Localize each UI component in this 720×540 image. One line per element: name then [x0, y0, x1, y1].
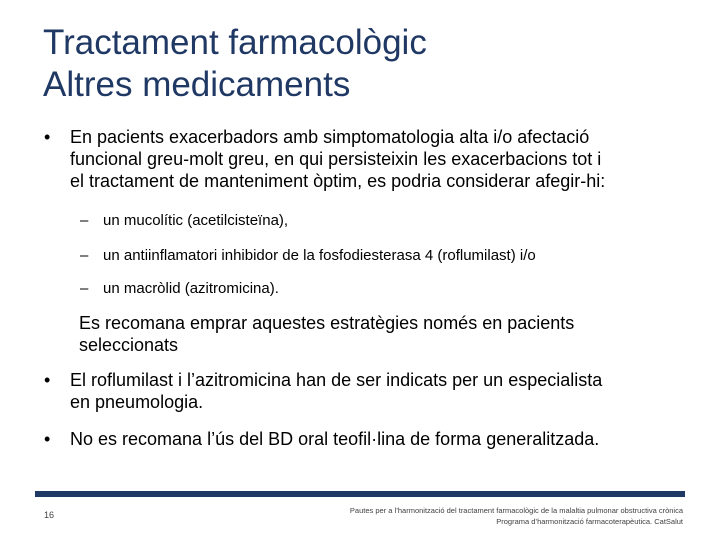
bullet-2-line-2: en pneumologia.	[70, 392, 204, 412]
bullet-text-1	[70, 126, 710, 192]
bullet-marker-1: •	[44, 127, 51, 147]
slide-title	[43, 22, 683, 106]
note-line-1: Es recomana emprar aquestes estratègies només en pacients	[79, 313, 575, 333]
sub-item-3: un macròlid (azitromicina).	[103, 280, 279, 297]
slide-title-line-2: Altres medicaments	[43, 65, 351, 104]
sub-item-marker-2: –	[80, 247, 89, 264]
bullet-1-line-1: En pacients exacerbadors amb simptomatologia alta i/o afectació	[70, 127, 590, 147]
slide-title-line-1: Tractament farmacològic	[43, 23, 427, 62]
note-line-2: seleccionats	[79, 335, 179, 355]
bullet-1-line-3: el tractament de manteniment òptim, es podria considerar afegir-hi:	[70, 171, 606, 191]
bullet-marker-2: •	[44, 370, 51, 390]
sub-item-marker-3: –	[80, 280, 89, 297]
bullet-text-2	[70, 369, 710, 413]
sub-item-marker-1: –	[80, 212, 89, 229]
footer-divider	[35, 491, 685, 497]
bullet-2-line-1: El roflumilast i l’azitromicina han de ser indicats per un especialista	[70, 370, 603, 390]
bullet-text-3	[70, 428, 710, 450]
recommendation-note	[79, 312, 699, 356]
footer-caption	[253, 505, 683, 527]
sub-item-2: un antiinflamatori inhibidor de la fosfodiesterasa 4 (roflumilast) i/o	[103, 247, 536, 264]
footer-line-2: Programa d’harmonització farmacoterapèutica. CatSalut	[496, 517, 683, 526]
bullet-1-line-2: funcional greu-molt greu, en qui persisteixin les exacerbacions tot i	[70, 149, 602, 169]
sub-item-1: un mucolític (acetilcisteïna),	[103, 212, 289, 229]
bullet-3-line-1: No es recomana l’ús del BD oral teofil·lina de forma generalitzada.	[70, 429, 600, 449]
footer-line-1: Pautes per a l’harmonització del tractament farmacològic de la malaltia pulmonar obstructiva crònica	[349, 506, 683, 515]
bullet-marker-3: •	[44, 429, 51, 449]
page-number: 16	[44, 510, 55, 520]
